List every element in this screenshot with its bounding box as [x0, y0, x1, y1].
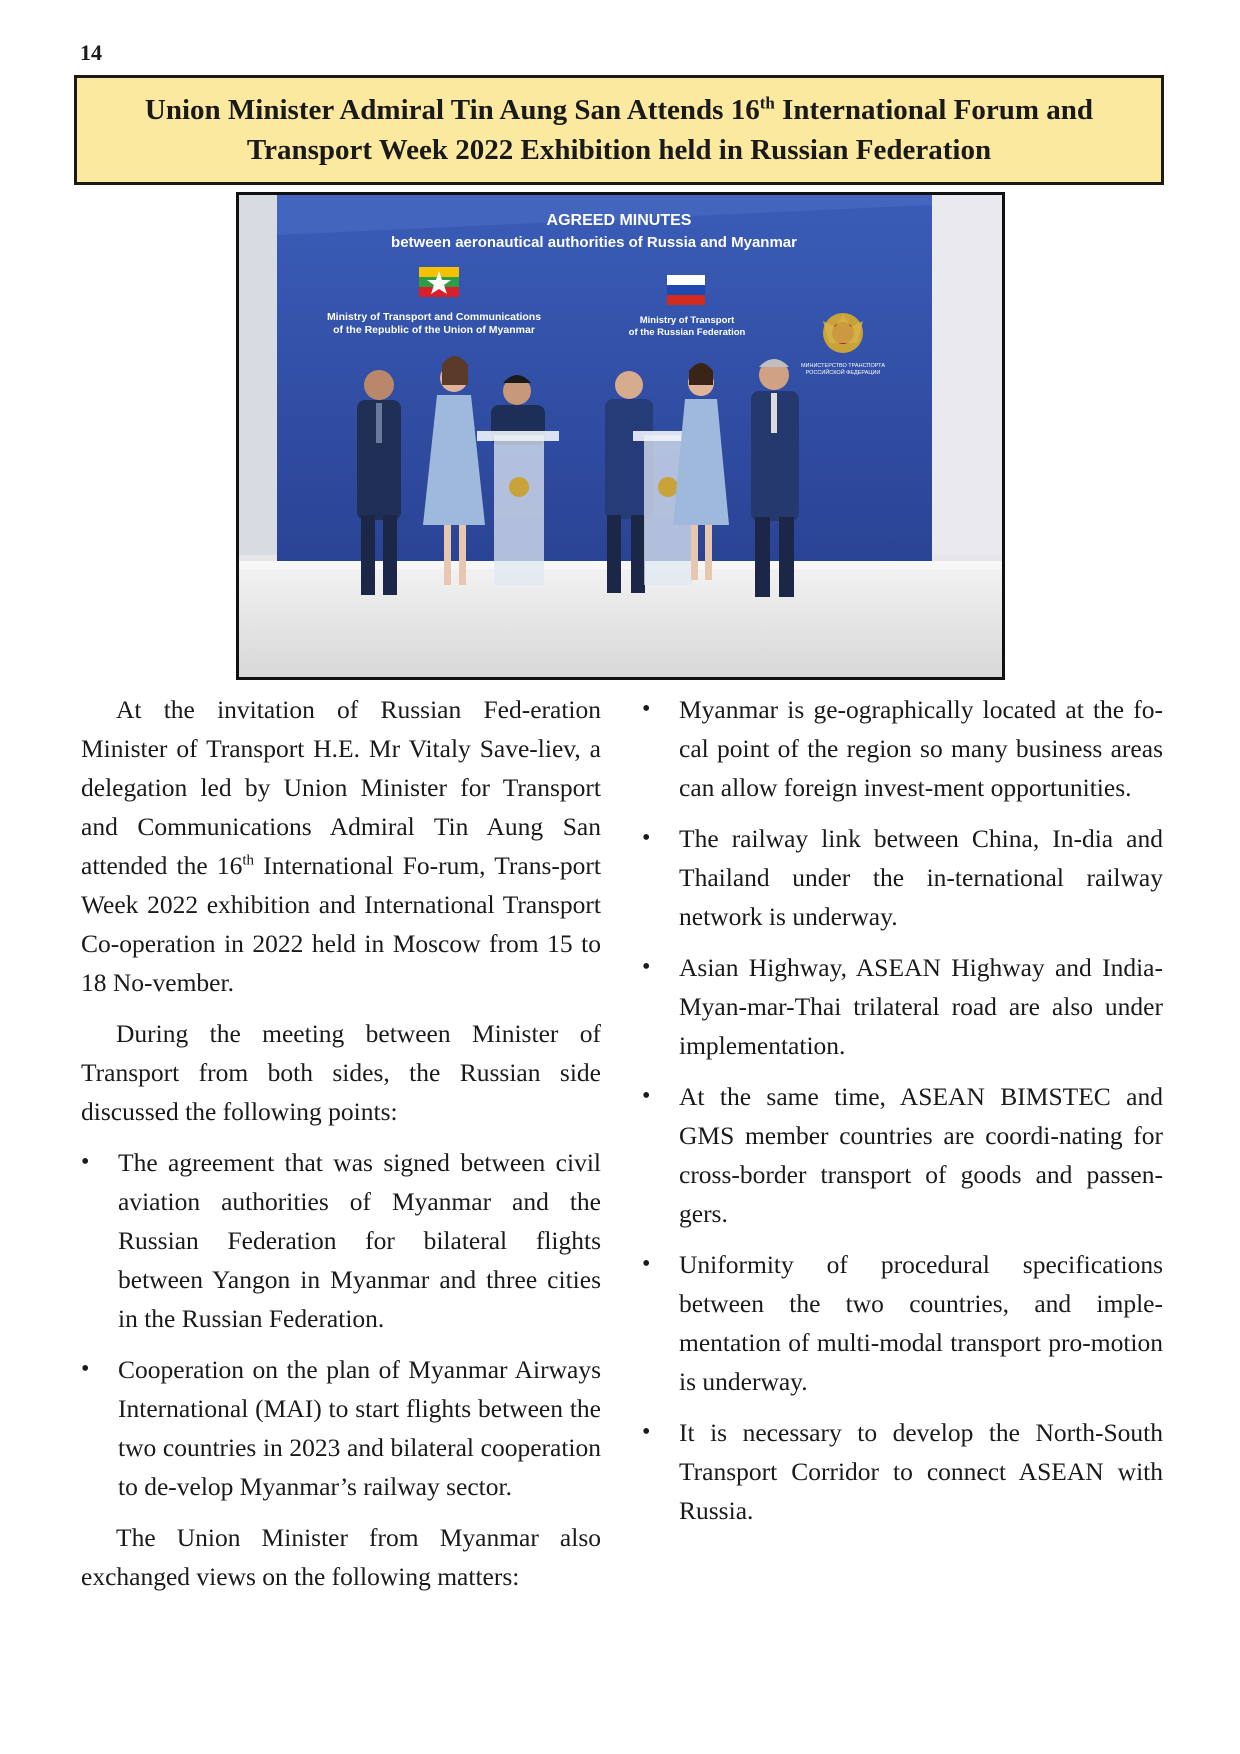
bullet-icon: •	[642, 954, 651, 980]
russian-points-list	[81, 1143, 601, 1506]
left-column	[81, 690, 601, 1608]
myanmar-points-list	[642, 690, 1163, 1530]
page-number: 14	[80, 40, 102, 65]
russia-flag-icon	[667, 275, 705, 305]
bullet-icon: •	[642, 1419, 651, 1445]
russian-eagle-emblem-icon	[823, 313, 863, 353]
article-title-box	[74, 75, 1164, 185]
bullet-icon: •	[81, 1356, 90, 1382]
bullet-icon: •	[642, 696, 651, 722]
bullet-icon: •	[642, 1083, 651, 1109]
list-item-text: The railway link between China, In-dia and Thailand under the in-ternational railway network is underway.	[679, 824, 1163, 931]
list-item	[642, 690, 1163, 807]
meeting-paragraph: During the meeting between Minister of Transport from both sides, the Russian side discussed the following points:	[81, 1019, 601, 1126]
bullet-icon: •	[81, 1149, 90, 1175]
list-item	[642, 1245, 1163, 1401]
list-item-text: Myanmar is ge-ographically located at the fo-cal point of the region so many business areas can allow foreign invest-ment opportunities.	[679, 695, 1163, 802]
list-item	[81, 1143, 601, 1338]
banner-heading: AGREED MINUTES	[546, 212, 692, 229]
intro-text: At the invitation of Russian Fed-eration Minister of Transport H.E. Mr Vitaly Save-liev, a delegation led by Union Minister for Transport and Communications Admiral Tin Aung San attended the 16	[81, 695, 601, 880]
list-item-text: Uniformity of procedural specifications between the two countries, and imple-mentation of multi-modal transport pro-motion is underway.	[679, 1250, 1163, 1396]
banner-subheading: between aeronautical authorities of Russia and Myanmar	[391, 234, 797, 251]
list-item-text: Asian Highway, ASEAN Highway and India-Myan-mar-Thai trilateral road are also under implementation.	[679, 953, 1163, 1060]
list-item-text: Cooperation on the plan of Myanmar Airways International (MAI) to start flights between the two countries in 2023 and bilateral cooperation to de-velop Myanmar’s railway sector.	[118, 1355, 601, 1501]
list-item	[642, 948, 1163, 1065]
list-item	[642, 1413, 1163, 1530]
bullet-icon: •	[642, 825, 651, 851]
list-item-text: The agreement that was signed between civil aviation authorities of Myanmar and the Russian Federation for bilateral flights between Yangon in Myanmar and three cities in the Russian Federation.	[118, 1148, 601, 1333]
title-line-1-text: Union Minister Admiral Tin Aung San Attends 16	[144, 94, 760, 126]
russia-ministry-caption-1: Ministry of Transport	[639, 315, 735, 326]
title-superscript: th	[759, 93, 775, 113]
intro-text-tail: International Fo-rum, Trans-port Week 2022 exhibition and International Transport Co-operation in 2022 held in Moscow from 15 to 18 No-vember.	[81, 851, 601, 997]
list-item	[642, 819, 1163, 936]
myanmar-ministry-caption-1: Ministry of Transport and Communications	[326, 311, 542, 323]
title-line-1-tail: International Forum and	[774, 94, 1094, 126]
bullet-icon: •	[642, 1251, 651, 1277]
emblem-caption-2: РОССИЙСКОЙ ФЕДЕРАЦИИ	[805, 370, 881, 376]
intro-paragraph	[81, 690, 601, 1002]
signing-ceremony-photo	[236, 192, 1005, 680]
article-title-line-2: Transport Week 2022 Exhibition held in Russian Federation	[246, 134, 992, 166]
list-item	[642, 1077, 1163, 1233]
intro-superscript: th	[242, 852, 255, 869]
right-column	[642, 690, 1163, 1542]
list-item-text: It is necessary to develop the North-South Transport Corridor to connect ASEAN with Russia.	[679, 1418, 1163, 1525]
article-title-line-1	[145, 90, 1093, 130]
myanmar-views-paragraph: The Union Minister from Myanmar also exchanged views on the following matters:	[81, 1523, 601, 1591]
myanmar-ministry-caption-2: of the Republic of the Union of Myanmar	[333, 324, 535, 336]
russia-ministry-caption-2: of the Russian Federation	[628, 327, 746, 338]
list-item	[81, 1350, 601, 1506]
emblem-caption-1: МИНИСТЕРСТВО ТРАНСПОРТА	[800, 363, 886, 369]
myanmar-flag-icon	[419, 267, 459, 297]
list-item-text: At the same time, ASEAN BIMSTEC and GMS member countries are coordi-nating for cross-border transport of goods and passen-gers.	[679, 1082, 1163, 1228]
